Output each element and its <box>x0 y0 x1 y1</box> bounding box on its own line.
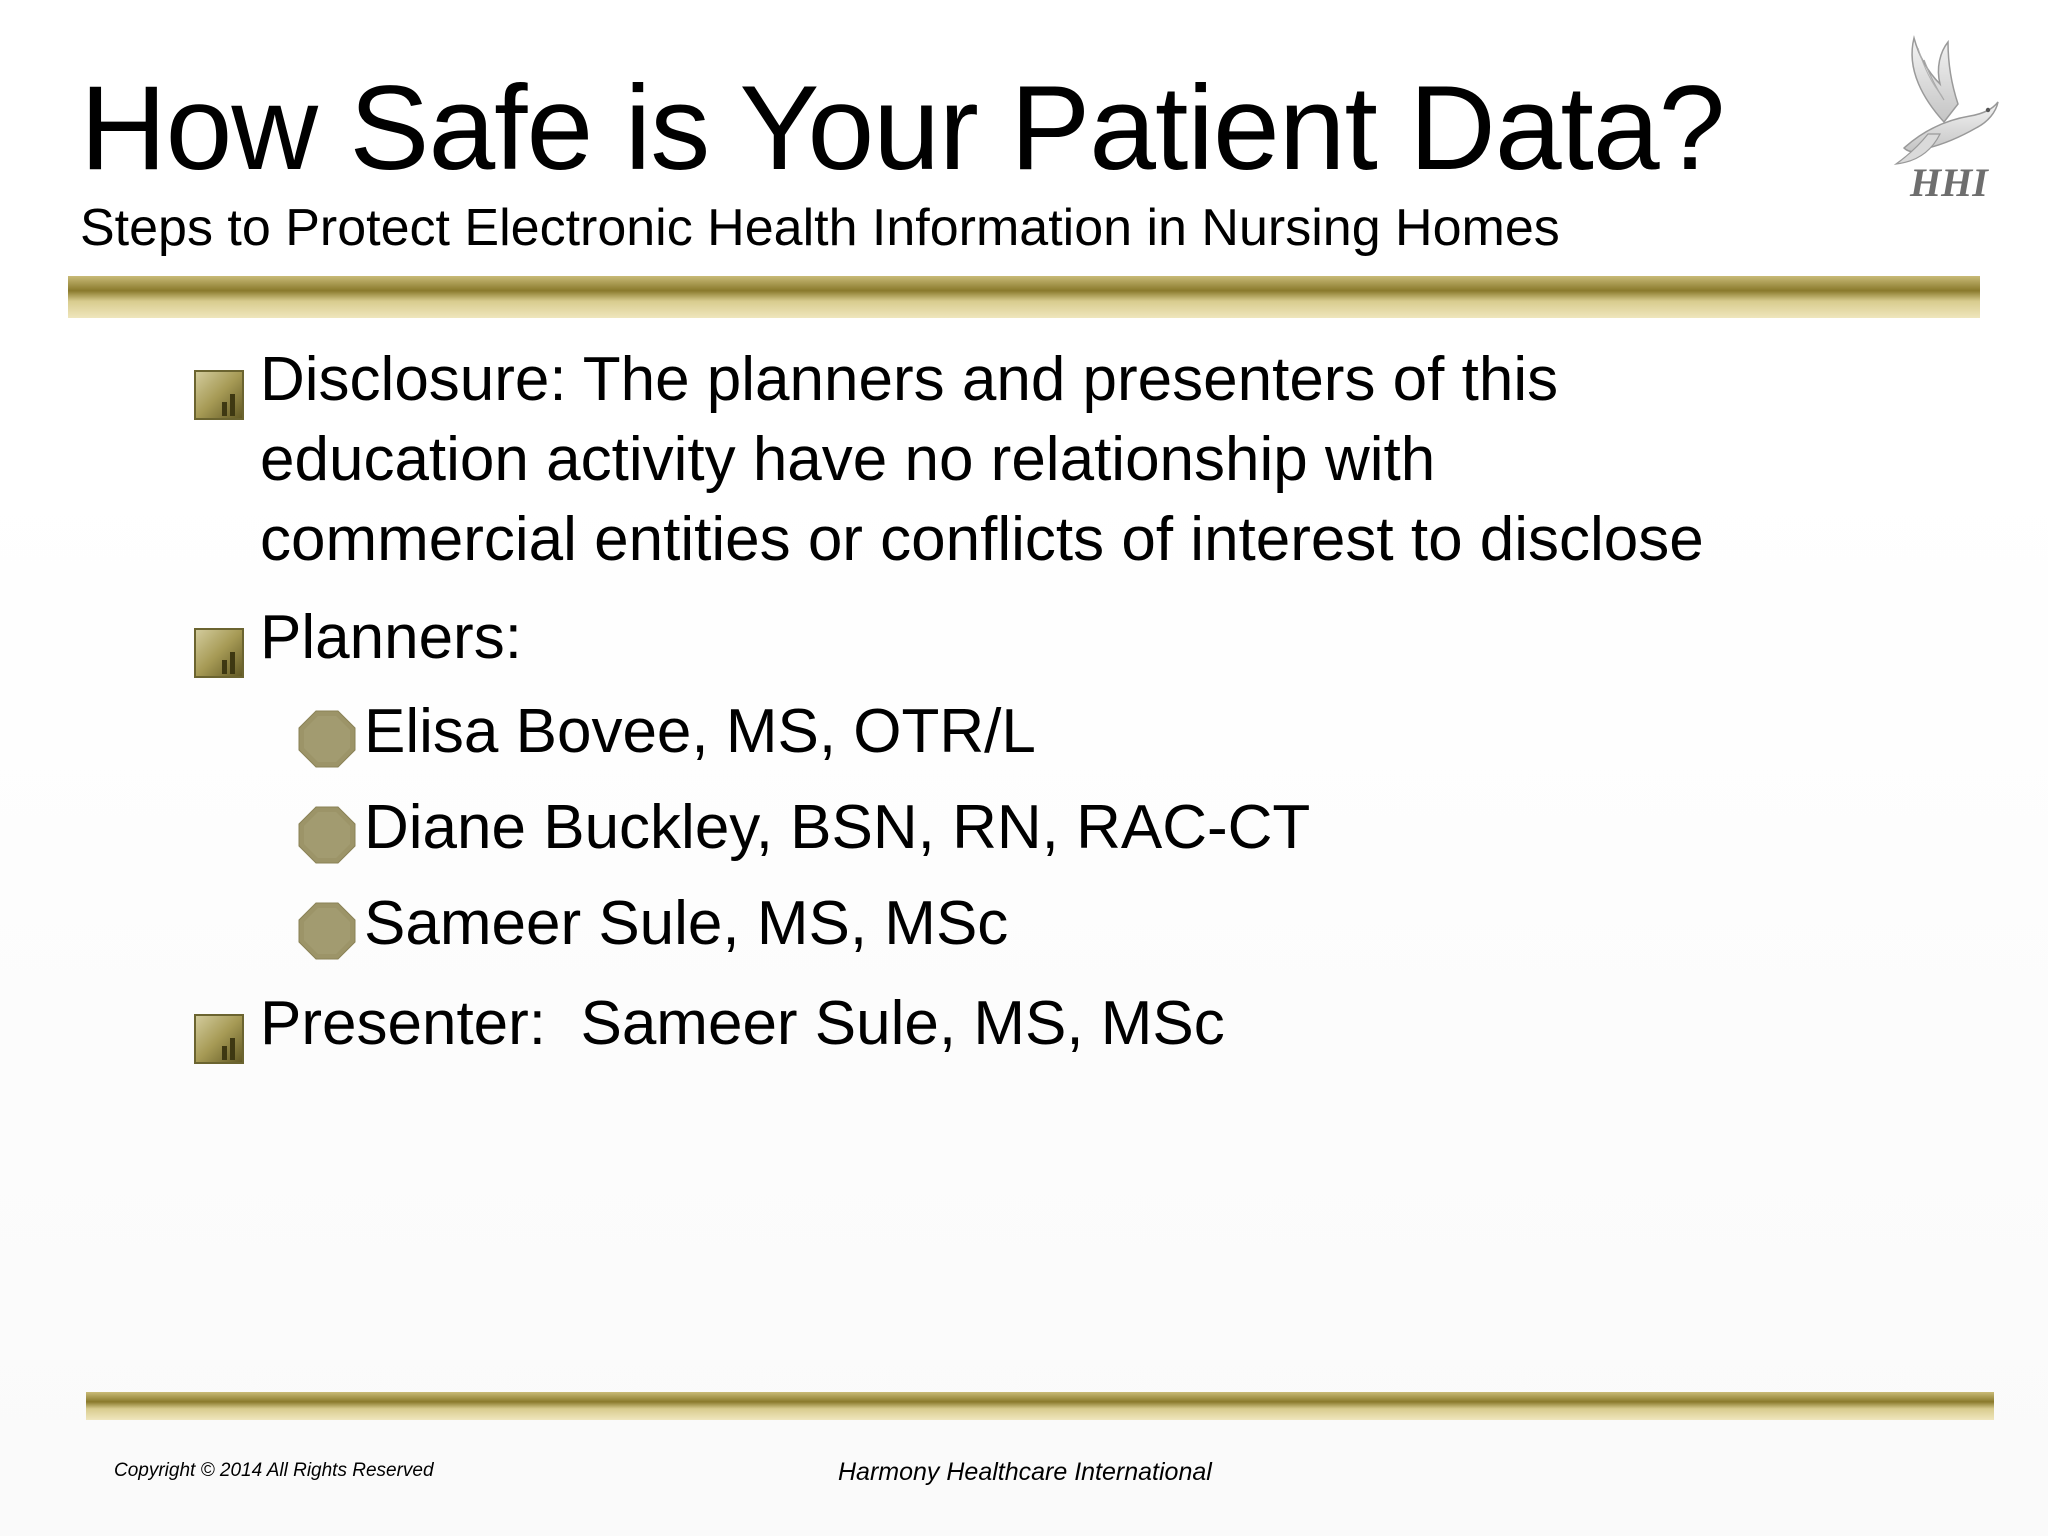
gold-octagon-bullet-icon <box>296 804 358 866</box>
planners-label: Planners: <box>260 603 522 672</box>
gold-square-bullet-icon <box>194 360 244 410</box>
planner-name: Diane Buckley, BSN, RN, RAC-CT <box>364 793 1311 862</box>
disclosure-line-3: commercial entities or conflicts of interest to disclose <box>260 505 1704 574</box>
footer-organization: Harmony Healthcare International <box>838 1458 1212 1486</box>
presenter-text: Presenter: Sameer Sule, MS, MSc <box>260 989 1225 1058</box>
disclosure-line-1: Disclosure: The planners and presenters of this <box>260 345 1559 414</box>
planner-name: Elisa Bovee, MS, OTR/L <box>364 697 1036 766</box>
gold-square-bullet-icon <box>194 618 244 668</box>
planner-name: Sameer Sule, MS, MSc <box>364 889 1009 958</box>
dove-logo-icon <box>1884 30 2008 200</box>
header-divider <box>68 276 1980 318</box>
slide-subtitle: Steps to Protect Electronic Health Information in Nursing Homes <box>80 199 1560 257</box>
footer-divider <box>86 1392 1994 1420</box>
disclosure-line-2: education activity have no relationship with <box>260 425 1436 494</box>
slide-title: How Safe is Your Patient Data? <box>80 61 1725 195</box>
gold-square-bullet-icon <box>194 1004 244 1054</box>
gold-octagon-bullet-icon <box>296 900 358 962</box>
logo-text: HHI <box>1910 160 1988 200</box>
footer-copyright: Copyright © 2014 All Rights Reserved <box>114 1460 434 1481</box>
gold-octagon-bullet-icon <box>296 708 358 770</box>
